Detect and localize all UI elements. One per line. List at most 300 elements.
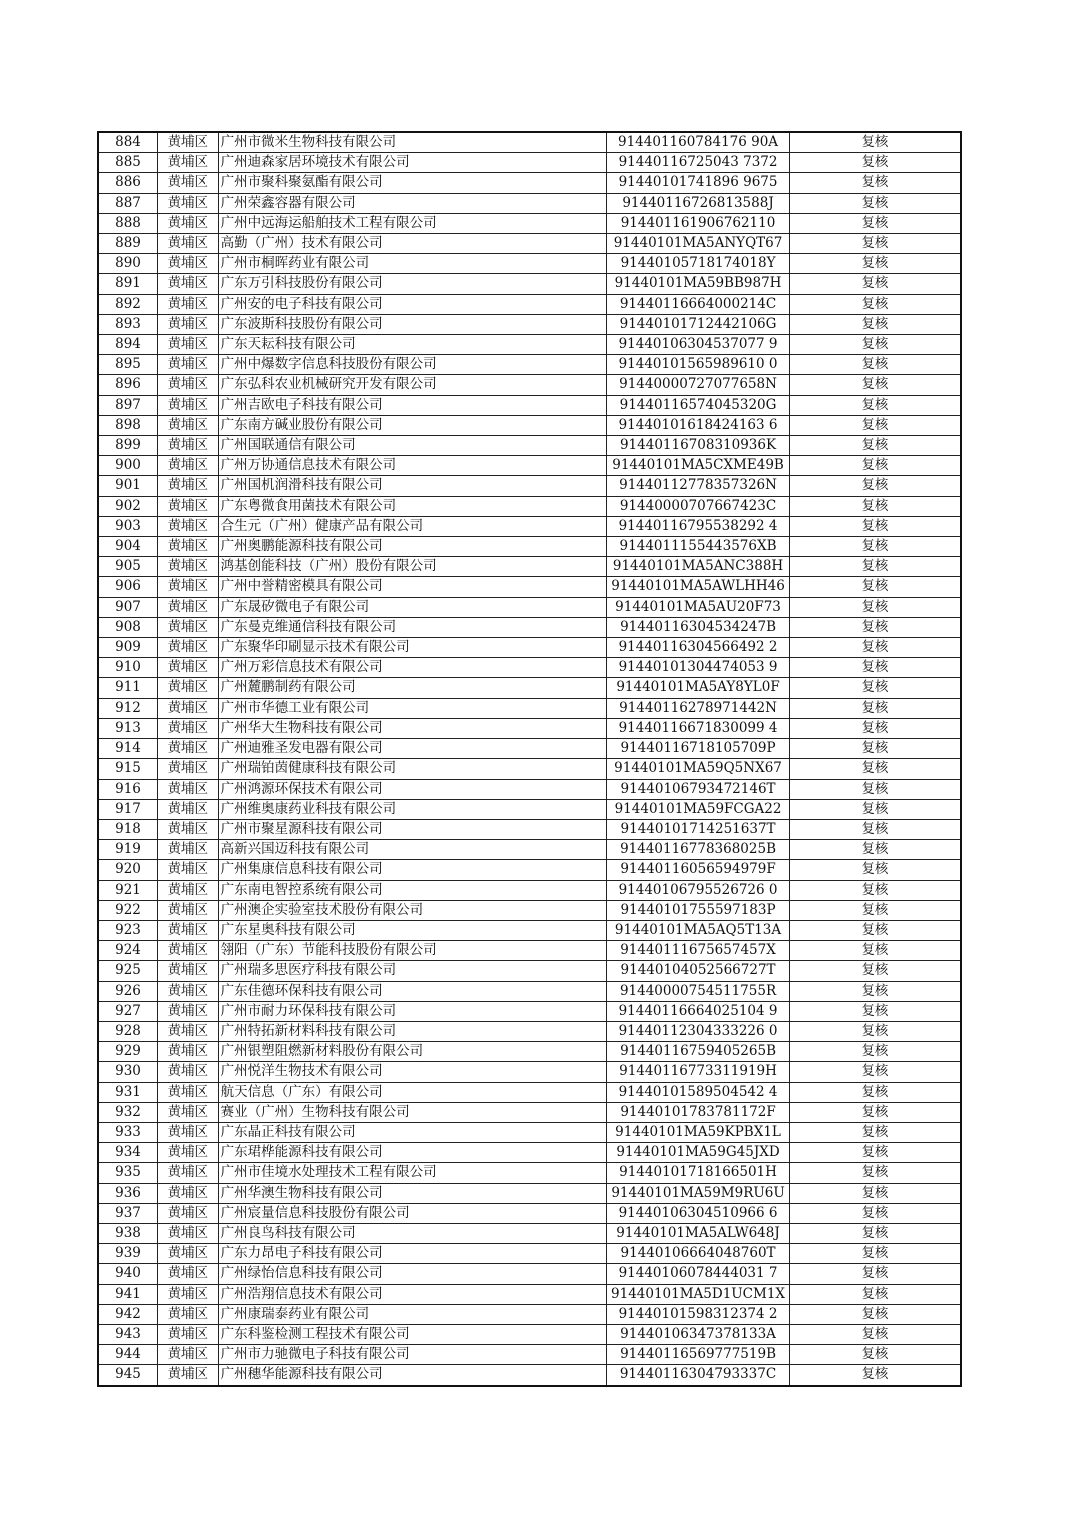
- district-cell: 黄埔区: [158, 698, 219, 718]
- district-cell: 黄埔区: [158, 678, 219, 698]
- district-cell: 黄埔区: [158, 456, 219, 476]
- credit-code-cell: 91440116304566492 2: [607, 638, 790, 658]
- table-row: [98, 456, 961, 476]
- row-number: 921: [98, 880, 158, 900]
- company-name-cell: 广东科鉴检测工程技术有限公司: [218, 1324, 607, 1344]
- district-cell: 黄埔区: [158, 961, 219, 981]
- company-name-cell: 广州国联通信有限公司: [218, 436, 607, 456]
- district-cell: 黄埔区: [158, 718, 219, 738]
- company-name-cell: 广州迪森家居环境技术有限公司: [218, 153, 607, 173]
- credit-code-cell: 91440101MA5ALW648J: [607, 1223, 790, 1243]
- row-number: 906: [98, 577, 158, 597]
- table-row: [98, 173, 961, 193]
- company-name-cell: 广州万彩信息技术有限公司: [218, 658, 607, 678]
- district-cell: 黄埔区: [158, 577, 219, 597]
- row-number: 898: [98, 415, 158, 435]
- district-cell: 黄埔区: [158, 274, 219, 294]
- table-row: [98, 335, 961, 355]
- district-cell: 黄埔区: [158, 638, 219, 658]
- row-number: 925: [98, 961, 158, 981]
- credit-code-cell: 91440116056594979F: [607, 860, 790, 880]
- company-name-cell: 广州特拓新材料科技有限公司: [218, 1021, 607, 1041]
- credit-code-cell: 91440116278971442N: [607, 698, 790, 718]
- row-number: 930: [98, 1062, 158, 1082]
- district-cell: 黄埔区: [158, 1264, 219, 1284]
- credit-code-cell: 91440112304333226 0: [607, 1021, 790, 1041]
- company-name-cell: 广东波斯科技股份有限公司: [218, 314, 607, 334]
- company-name-cell: 鸿基创能科技（广州）股份有限公司: [218, 557, 607, 577]
- credit-code-cell: 91440101MA5CXME49B: [607, 456, 790, 476]
- status-cell: 复核: [789, 1345, 961, 1365]
- credit-code-cell: 91440116569777519B: [607, 1345, 790, 1365]
- credit-code-cell: 91440116574045320G: [607, 395, 790, 415]
- table-row: [98, 1264, 961, 1284]
- status-cell: 复核: [789, 941, 961, 961]
- table-row: [98, 779, 961, 799]
- status-cell: 复核: [789, 335, 961, 355]
- table-row: [98, 415, 961, 435]
- row-number: 911: [98, 678, 158, 698]
- district-cell: 黄埔区: [158, 173, 219, 193]
- company-name-cell: 广州市微米生物科技有限公司: [218, 132, 607, 153]
- credit-code-cell: 91440101MA5AQ5T13A: [607, 920, 790, 940]
- credit-code-cell: 91440101MA5AWLHH46: [607, 577, 790, 597]
- row-number: 941: [98, 1284, 158, 1304]
- row-number: 940: [98, 1264, 158, 1284]
- company-name-cell: 广州康瑞泰药业有限公司: [218, 1304, 607, 1324]
- district-cell: 黄埔区: [158, 658, 219, 678]
- row-number: 918: [98, 819, 158, 839]
- status-cell: 复核: [789, 1203, 961, 1223]
- credit-code-cell: 91440106664048760T: [607, 1244, 790, 1264]
- company-name-cell: 广州绿怡信息科技有限公司: [218, 1264, 607, 1284]
- row-number: 897: [98, 395, 158, 415]
- district-cell: 黄埔区: [158, 254, 219, 274]
- district-cell: 黄埔区: [158, 335, 219, 355]
- credit-code-cell: 91440101565989610 0: [607, 355, 790, 375]
- credit-code-cell: 91440116664025104 9: [607, 1001, 790, 1021]
- company-name-cell: 广州鸿源环保技术有限公司: [218, 779, 607, 799]
- credit-code-cell: 91440101MA5AY8YL0F: [607, 678, 790, 698]
- row-number: 928: [98, 1021, 158, 1041]
- table-row: [98, 1284, 961, 1304]
- table-row: [98, 274, 961, 294]
- row-number: 905: [98, 557, 158, 577]
- row-number: 909: [98, 638, 158, 658]
- district-cell: 黄埔区: [158, 1062, 219, 1082]
- row-number: 908: [98, 617, 158, 637]
- company-name-cell: 广州市耐力环保科技有限公司: [218, 1001, 607, 1021]
- row-number: 884: [98, 132, 158, 153]
- table-row: [98, 496, 961, 516]
- district-cell: 黄埔区: [158, 375, 219, 395]
- table-row: [98, 819, 961, 839]
- status-cell: 复核: [789, 900, 961, 920]
- row-number: 889: [98, 234, 158, 254]
- district-cell: 黄埔区: [158, 1345, 219, 1365]
- district-cell: 黄埔区: [158, 799, 219, 819]
- credit-code-cell: 91440106078444031 7: [607, 1264, 790, 1284]
- credit-code-cell: 91440112778357326N: [607, 476, 790, 496]
- credit-code-cell: 91440101304474053 9: [607, 658, 790, 678]
- district-cell: 黄埔区: [158, 355, 219, 375]
- table-row: [98, 961, 961, 981]
- district-cell: 黄埔区: [158, 1042, 219, 1062]
- table-row: [98, 254, 961, 274]
- status-cell: 复核: [789, 880, 961, 900]
- district-cell: 黄埔区: [158, 1304, 219, 1324]
- credit-code-cell: 91440101MA59Q5NX67: [607, 759, 790, 779]
- table-row: [98, 1183, 961, 1203]
- table-row: [98, 880, 961, 900]
- company-name-cell: 广州市聚科聚氨酯有限公司: [218, 173, 607, 193]
- company-name-cell: 广东星奥科技有限公司: [218, 920, 607, 940]
- credit-code-cell: 91440101714251637T: [607, 819, 790, 839]
- row-number: 943: [98, 1324, 158, 1344]
- company-name-cell: 广东晟矽微电子有限公司: [218, 597, 607, 617]
- table-row: [98, 739, 961, 759]
- status-cell: 复核: [789, 1042, 961, 1062]
- company-name-cell: 广东晶正科技有限公司: [218, 1122, 607, 1142]
- district-cell: 黄埔区: [158, 819, 219, 839]
- status-cell: 复核: [789, 1062, 961, 1082]
- row-number: 926: [98, 981, 158, 1001]
- company-name-cell: 广州市华德工业有限公司: [218, 698, 607, 718]
- row-number: 939: [98, 1244, 158, 1264]
- status-cell: 复核: [789, 1143, 961, 1163]
- status-cell: 复核: [789, 1324, 961, 1344]
- table-row: [98, 799, 961, 819]
- status-cell: 复核: [789, 1223, 961, 1243]
- district-cell: 黄埔区: [158, 880, 219, 900]
- credit-code-cell: 914401161906762110: [607, 213, 790, 233]
- row-number: 936: [98, 1183, 158, 1203]
- district-cell: 黄埔区: [158, 1122, 219, 1142]
- table-row: [98, 1324, 961, 1344]
- status-cell: 复核: [789, 1284, 961, 1304]
- row-number: 922: [98, 900, 158, 920]
- status-cell: 复核: [789, 355, 961, 375]
- table-row: [98, 1365, 961, 1386]
- row-number: 901: [98, 476, 158, 496]
- row-number: 924: [98, 941, 158, 961]
- table-row: [98, 840, 961, 860]
- company-name-cell: 广州维奥康药业科技有限公司: [218, 799, 607, 819]
- status-cell: 复核: [789, 1082, 961, 1102]
- table-row: [98, 314, 961, 334]
- table-row: [98, 1345, 961, 1365]
- status-cell: 复核: [789, 1183, 961, 1203]
- credit-code-cell: 91440101MA59BB987H: [607, 274, 790, 294]
- status-cell: 复核: [789, 597, 961, 617]
- district-cell: 黄埔区: [158, 537, 219, 557]
- company-name-cell: 广州吉欧电子科技有限公司: [218, 395, 607, 415]
- district-cell: 黄埔区: [158, 920, 219, 940]
- row-number: 944: [98, 1345, 158, 1365]
- credit-code-cell: 9144011155443576XB: [607, 537, 790, 557]
- status-cell: 复核: [789, 314, 961, 334]
- row-number: 888: [98, 213, 158, 233]
- row-number: 903: [98, 516, 158, 536]
- row-number: 891: [98, 274, 158, 294]
- table-row: [98, 132, 961, 153]
- table-row: [98, 920, 961, 940]
- credit-code-cell: 91440116718105709P: [607, 739, 790, 759]
- credit-code-cell: 91440116778368025B: [607, 840, 790, 860]
- company-name-cell: 广东弘科农业机械研究开发有限公司: [218, 375, 607, 395]
- company-name-cell: 广州国机润滑科技有限公司: [218, 476, 607, 496]
- company-name-cell: 广东力昂电子科技有限公司: [218, 1244, 607, 1264]
- district-cell: 黄埔区: [158, 1102, 219, 1122]
- status-cell: 复核: [789, 961, 961, 981]
- row-number: 895: [98, 355, 158, 375]
- row-number: 931: [98, 1082, 158, 1102]
- row-number: 920: [98, 860, 158, 880]
- company-name-cell: 广州市佳境水处理技术工程有限公司: [218, 1163, 607, 1183]
- table-row: [98, 234, 961, 254]
- district-cell: 黄埔区: [158, 1143, 219, 1163]
- table-row: [98, 1244, 961, 1264]
- company-list-table: [97, 131, 962, 1387]
- company-name-cell: 高新兴国迈科技有限公司: [218, 840, 607, 860]
- row-number: 887: [98, 193, 158, 213]
- table-row: [98, 597, 961, 617]
- credit-code-cell: 91440101MA5ANYQT67: [607, 234, 790, 254]
- district-cell: 黄埔区: [158, 516, 219, 536]
- credit-code-cell: 91440101589504542 4: [607, 1082, 790, 1102]
- company-name-cell: 广州麓鹏制药有限公司: [218, 678, 607, 698]
- district-cell: 黄埔区: [158, 1223, 219, 1243]
- row-number: 885: [98, 153, 158, 173]
- credit-code-cell: 91440101MA5AU20F73: [607, 597, 790, 617]
- district-cell: 黄埔区: [158, 314, 219, 334]
- company-name-cell: 航天信息（广东）有限公司: [218, 1082, 607, 1102]
- table-row: [98, 658, 961, 678]
- table-row: [98, 1082, 961, 1102]
- table-row: [98, 1102, 961, 1122]
- status-cell: 复核: [789, 920, 961, 940]
- district-cell: 黄埔区: [158, 1163, 219, 1183]
- company-name-cell: 广州中爆数字信息科技股份有限公司: [218, 355, 607, 375]
- company-name-cell: 广州市聚星源科技有限公司: [218, 819, 607, 839]
- table-row: [98, 941, 961, 961]
- status-cell: 复核: [789, 415, 961, 435]
- row-number: 912: [98, 698, 158, 718]
- table-row: [98, 638, 961, 658]
- credit-code-cell: 91440101718166501H: [607, 1163, 790, 1183]
- district-cell: 黄埔区: [158, 132, 219, 153]
- company-name-cell: 广州集康信息科技有限公司: [218, 860, 607, 880]
- table-row: [98, 395, 961, 415]
- row-number: 927: [98, 1001, 158, 1021]
- table-row: [98, 759, 961, 779]
- credit-code-cell: 91440101783781172F: [607, 1102, 790, 1122]
- table-body: [98, 132, 961, 1386]
- status-cell: 复核: [789, 819, 961, 839]
- district-cell: 黄埔区: [158, 415, 219, 435]
- company-name-cell: 广东佳德环保科技有限公司: [218, 981, 607, 1001]
- district-cell: 黄埔区: [158, 1203, 219, 1223]
- credit-code-cell: 91440116708310936K: [607, 436, 790, 456]
- credit-code-cell: 91440101MA5ANC388H: [607, 557, 790, 577]
- district-cell: 黄埔区: [158, 860, 219, 880]
- row-number: 913: [98, 718, 158, 738]
- credit-code-cell: 91440101712442106G: [607, 314, 790, 334]
- row-number: 917: [98, 799, 158, 819]
- status-cell: 复核: [789, 739, 961, 759]
- status-cell: 复核: [789, 1163, 961, 1183]
- company-name-cell: 广州澳企实验室技术股份有限公司: [218, 900, 607, 920]
- district-cell: 黄埔区: [158, 557, 219, 577]
- table-row: [98, 1062, 961, 1082]
- district-cell: 黄埔区: [158, 213, 219, 233]
- company-name-cell: 赛业（广州）生物科技有限公司: [218, 1102, 607, 1122]
- row-number: 937: [98, 1203, 158, 1223]
- district-cell: 黄埔区: [158, 1365, 219, 1386]
- table-row: [98, 860, 961, 880]
- company-name-cell: 广东珺桦能源科技有限公司: [218, 1143, 607, 1163]
- table-row: [98, 1223, 961, 1243]
- row-number: 929: [98, 1042, 158, 1062]
- credit-code-cell: 91440116795538292 4: [607, 516, 790, 536]
- credit-code-cell: 91440111675657457X: [607, 941, 790, 961]
- table-row: [98, 1203, 961, 1223]
- company-name-cell: 广州悦洋生物技术有限公司: [218, 1062, 607, 1082]
- table-row: [98, 617, 961, 637]
- table-row: [98, 537, 961, 557]
- status-cell: 复核: [789, 759, 961, 779]
- credit-code-cell: 91440101MA59KPBX1L: [607, 1122, 790, 1142]
- table-row: [98, 1042, 961, 1062]
- district-cell: 黄埔区: [158, 476, 219, 496]
- table-row: [98, 1021, 961, 1041]
- district-cell: 黄埔区: [158, 1082, 219, 1102]
- row-number: 945: [98, 1365, 158, 1386]
- company-name-cell: 广州瑞多思医疗科技有限公司: [218, 961, 607, 981]
- status-cell: 复核: [789, 779, 961, 799]
- credit-code-cell: 91440116725043 7372: [607, 153, 790, 173]
- row-number: 914: [98, 739, 158, 759]
- status-cell: 复核: [789, 638, 961, 658]
- table-row: [98, 153, 961, 173]
- district-cell: 黄埔区: [158, 840, 219, 860]
- status-cell: 复核: [789, 476, 961, 496]
- credit-code-cell: 91440101MA59G45JXD: [607, 1143, 790, 1163]
- row-number: 932: [98, 1102, 158, 1122]
- status-cell: 复核: [789, 860, 961, 880]
- credit-code-cell: 91440101618424163 6: [607, 415, 790, 435]
- company-name-cell: 广州市桐晖药业有限公司: [218, 254, 607, 274]
- company-name-cell: 广东天耘科技有限公司: [218, 335, 607, 355]
- row-number: 933: [98, 1122, 158, 1142]
- table-row: [98, 678, 961, 698]
- district-cell: 黄埔区: [158, 941, 219, 961]
- credit-code-cell: 91440101755597183P: [607, 900, 790, 920]
- company-name-cell: 广东聚华印刷显示技术有限公司: [218, 638, 607, 658]
- status-cell: 复核: [789, 1304, 961, 1324]
- table-row: [98, 213, 961, 233]
- table-row: [98, 1163, 961, 1183]
- table-row: [98, 981, 961, 1001]
- district-cell: 黄埔区: [158, 1183, 219, 1203]
- row-number: 896: [98, 375, 158, 395]
- status-cell: 复核: [789, 617, 961, 637]
- company-name-cell: 广东南电智控系统有限公司: [218, 880, 607, 900]
- credit-code-cell: 91440116773311919H: [607, 1062, 790, 1082]
- credit-code-cell: 91440000754511755R: [607, 981, 790, 1001]
- table-row: [98, 375, 961, 395]
- credit-code-cell: 91440000707667423C: [607, 496, 790, 516]
- credit-code-cell: 91440116671830099 4: [607, 718, 790, 738]
- row-number: 886: [98, 173, 158, 193]
- row-number: 942: [98, 1304, 158, 1324]
- status-cell: 复核: [789, 173, 961, 193]
- status-cell: 复核: [789, 153, 961, 173]
- status-cell: 复核: [789, 678, 961, 698]
- company-name-cell: 广东万引科技股份有限公司: [218, 274, 607, 294]
- credit-code-cell: 91440101598312374 2: [607, 1304, 790, 1324]
- district-cell: 黄埔区: [158, 617, 219, 637]
- company-name-cell: 广州万协通信息技术有限公司: [218, 456, 607, 476]
- row-number: 923: [98, 920, 158, 940]
- table-row: [98, 1122, 961, 1142]
- credit-code-cell: 91440106304510966 6: [607, 1203, 790, 1223]
- status-cell: 复核: [789, 1102, 961, 1122]
- district-cell: 黄埔区: [158, 234, 219, 254]
- status-cell: 复核: [789, 718, 961, 738]
- company-name-cell: 广州银塑阻燃新材料股份有限公司: [218, 1042, 607, 1062]
- table-row: [98, 577, 961, 597]
- district-cell: 黄埔区: [158, 739, 219, 759]
- table-row: [98, 557, 961, 577]
- row-number: 910: [98, 658, 158, 678]
- row-number: 899: [98, 436, 158, 456]
- district-cell: 黄埔区: [158, 597, 219, 617]
- status-cell: 复核: [789, 375, 961, 395]
- company-name-cell: 广州荣鑫容器有限公司: [218, 193, 607, 213]
- table-row: [98, 294, 961, 314]
- company-name-cell: 广州安的电子科技有限公司: [218, 294, 607, 314]
- credit-code-cell: 91440104052566727T: [607, 961, 790, 981]
- company-name-cell: 翎阳（广东）节能科技股份有限公司: [218, 941, 607, 961]
- row-number: 900: [98, 456, 158, 476]
- row-number: 890: [98, 254, 158, 274]
- status-cell: 复核: [789, 496, 961, 516]
- credit-code-cell: 91440116726813588J: [607, 193, 790, 213]
- credit-code-cell: 91440105718174018Y: [607, 254, 790, 274]
- district-cell: 黄埔区: [158, 1001, 219, 1021]
- table-row: [98, 698, 961, 718]
- district-cell: 黄埔区: [158, 395, 219, 415]
- status-cell: 复核: [789, 213, 961, 233]
- status-cell: 复核: [789, 981, 961, 1001]
- status-cell: 复核: [789, 254, 961, 274]
- company-name-cell: 广东曼克维通信科技有限公司: [218, 617, 607, 637]
- row-number: 907: [98, 597, 158, 617]
- district-cell: 黄埔区: [158, 496, 219, 516]
- company-name-cell: 合生元（广州）健康产品有限公司: [218, 516, 607, 536]
- row-number: 935: [98, 1163, 158, 1183]
- credit-code-cell: 91440101MA5D1UCM1X: [607, 1284, 790, 1304]
- credit-code-cell: 91440101MA59M9RU6U: [607, 1183, 790, 1203]
- company-name-cell: 广州良鸟科技有限公司: [218, 1223, 607, 1243]
- row-number: 934: [98, 1143, 158, 1163]
- credit-code-cell: 91440116304534247B: [607, 617, 790, 637]
- credit-code-cell: 91440106304537077 9: [607, 335, 790, 355]
- status-cell: 复核: [789, 294, 961, 314]
- district-cell: 黄埔区: [158, 1284, 219, 1304]
- row-number: 893: [98, 314, 158, 334]
